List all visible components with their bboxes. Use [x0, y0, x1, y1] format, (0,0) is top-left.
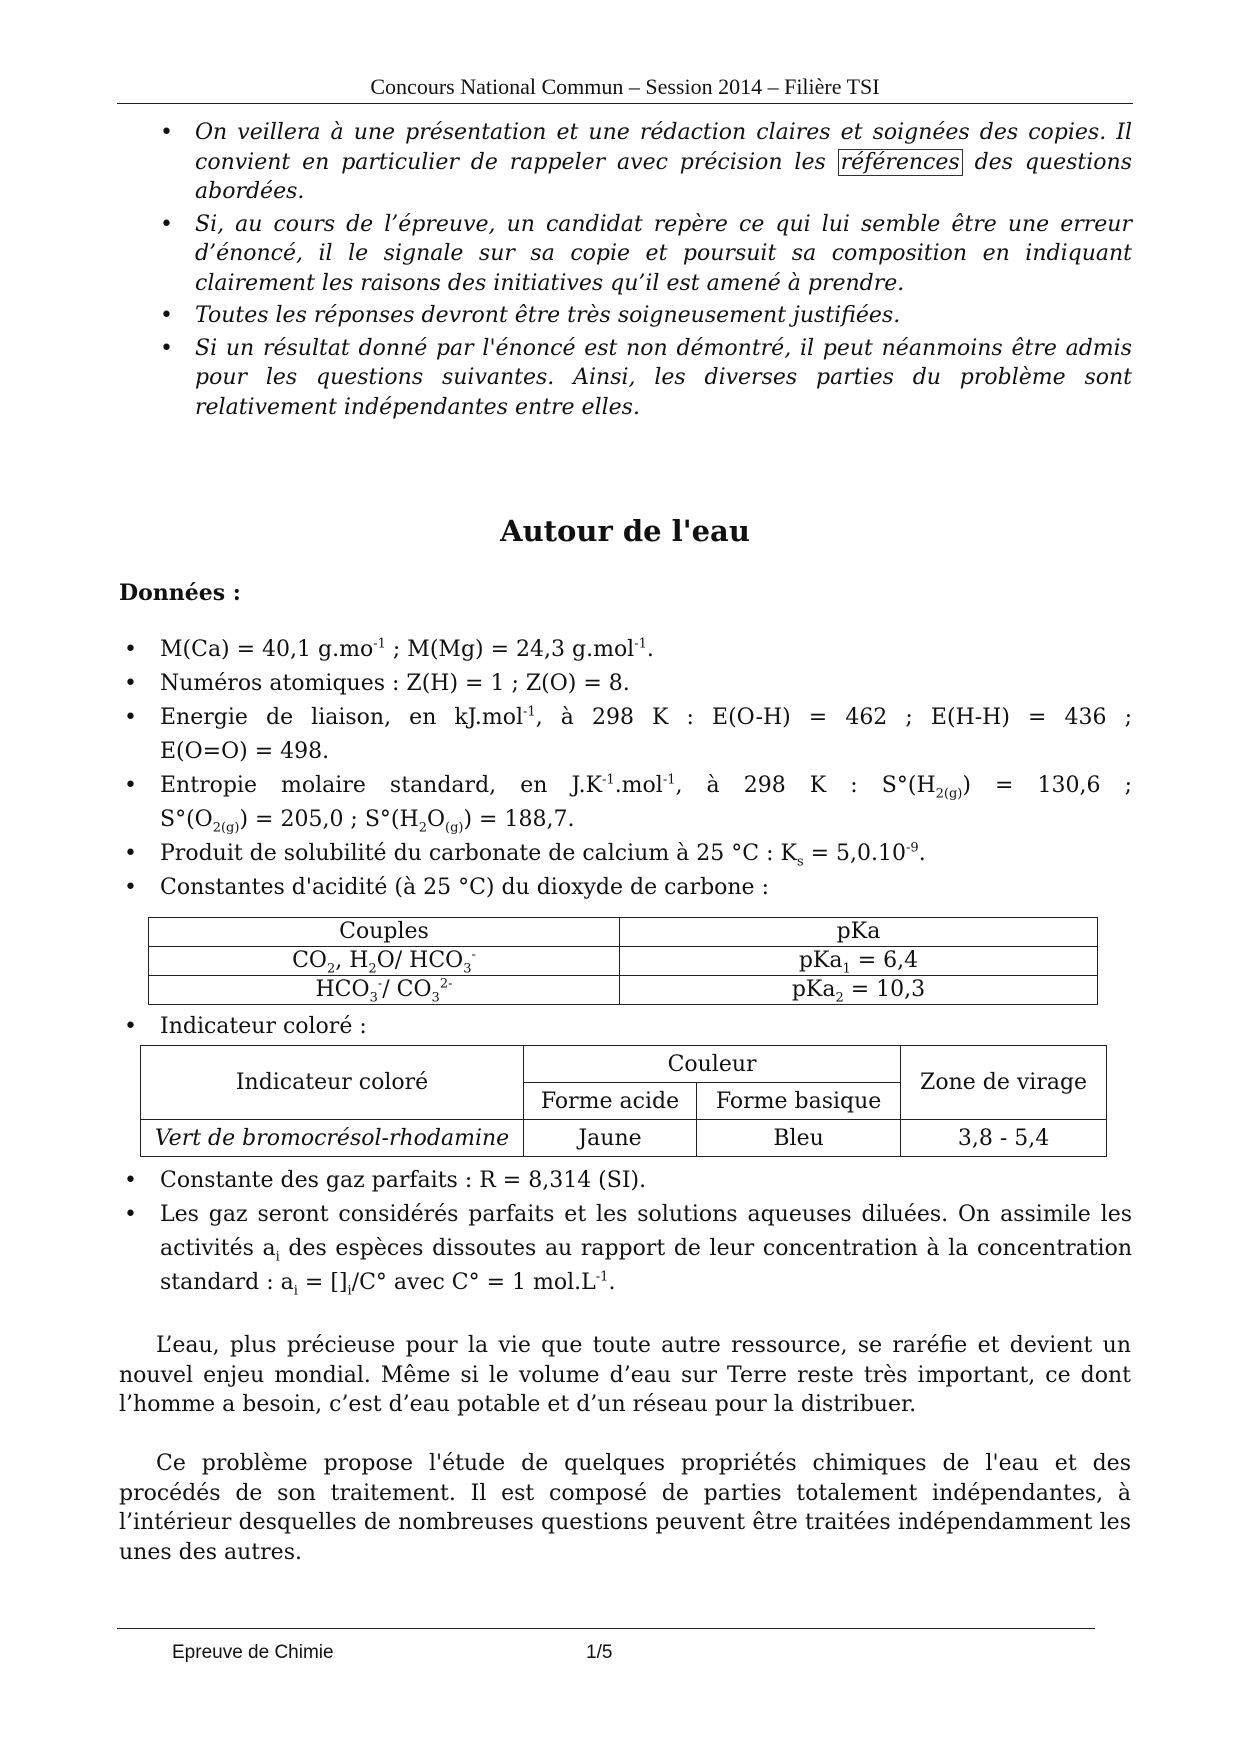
data-item-gaz: • Constante des gaz parfaits : R = 8,314 (SI). — [120, 1164, 1132, 1198]
table-header-basique: Forme basique — [697, 1083, 901, 1120]
table-cell-basique: Bleu — [697, 1120, 901, 1157]
instruction-text: des questions abordées. — [195, 149, 1132, 204]
instruction-item — [160, 118, 1132, 207]
table-row — [141, 1046, 1107, 1083]
intro-paragraph: L’eau, plus précieuse pour la vie que toute autre ressource, se raréfie et devient un nouvel enjeu mondial. Même si le volume d’eau sur Terre reste très important, ce dont l’homme a besoin, c’est d’eau potable et d’un réseau pour la distribuer. — [119, 1333, 1131, 1417]
instruction-text: On veillera à une présentation et une rédaction claires et soignées des copies. Il convient en particulier de rappeler avec précision les — [195, 120, 1132, 175]
indicator-table — [140, 1045, 1107, 1157]
table-cell-zone: 3,8 - 5,4 — [901, 1120, 1107, 1157]
data-item-masses: • M(Ca) = 40,1 $g.mo^{-1}$ ; M(Mg) = 24,3 g.mol$^{-1}$. — [120, 633, 1132, 667]
instruction-item: • Si un résultat donné par l'énoncé est non démontré, il peut néanmoins être admis pour les questions suivantes. Ainsi, les diverses parties du problème sont relativement indépendantes entre elles. — [160, 334, 1132, 423]
data-list-indicator — [120, 1010, 1132, 1044]
footer-divider — [117, 1628, 1095, 1629]
data-item-atomic: • Numéros atomiques : Z(H) = 1 ; Z(O) = 8. — [120, 667, 1132, 701]
document-title: Autour de l'eau — [500, 514, 750, 548]
table-header-zone: Zone de virage — [901, 1046, 1107, 1120]
page-number: 1/5 — [586, 1642, 613, 1663]
table-header-pka: pKa — [620, 918, 1098, 947]
data-item-activites: • Les gaz seront considérés parfaits et les solutions aqueuses diluées. On assimile les activités $a_i$ des espèces dissoutes au rapport de leur concentration à la concentration standard : $a_i = []_i/C^\circ$ avec C° = 1 $mol.L^{-1}$. — [120, 1198, 1132, 1300]
data-list-bottom — [120, 1164, 1132, 1300]
table-header-couleur: Couleur — [524, 1046, 901, 1083]
table-header-indicateur: Indicateur coloré — [141, 1046, 524, 1120]
data-item-entropie: • Entropie molaire standard, en $J.K^{-1}.mol^{-1}$, à 298 K : $S^\circ(H_{2(g)}) = 130,6$ ; $S^\circ(O_{2(g)}) = 205,0$ ; $S^\circ(H_2O_{(g)}) = 188,7$. — [120, 769, 1132, 837]
pka-table — [148, 917, 1098, 1005]
table-cell-acide: Jaune — [524, 1120, 697, 1157]
problem-paragraph: Ce problème propose l'étude de quelques propriétés chimiques de l'eau et des procédés de son traitement. Il est composé de parties totalement indépendantes, à l’intérieur desquelles de nombreuses questions peuvent être traitées indépendamment les unes des autres. — [119, 1451, 1131, 1565]
table-header-acide: Forme acide — [524, 1083, 697, 1120]
table-cell-couple: $HCO_3^-/$ $CO_3^{2-}$ — [149, 976, 620, 1005]
donnees-heading: Données : — [119, 580, 241, 606]
table-cell-indicator-name: Vert de bromocrésol-rhodamine — [141, 1120, 524, 1157]
instruction-item: • Toutes les réponses devront être très soigneusement justifiées. — [160, 301, 1132, 331]
data-item-acidite: • Constantes d'acidité (à 25 °C) du dioxyde de carbone : — [120, 871, 1132, 905]
table-header-couples: Couples — [149, 918, 620, 947]
instruction-item: • Si, au cours de l’épreuve, un candidat repère ce qui lui semble être une erreur d’énoncé, il le signale sur sa copie et poursuit sa composition en indiquant clairement les raisons des initiatives qu’il est amené à prendre. — [160, 210, 1132, 299]
page-header: Concours National Commun – Session 2014 – Filière TSI — [370, 74, 880, 99]
instructions-list — [160, 118, 1132, 425]
data-list-top — [120, 633, 1132, 905]
boxed-word: références — [838, 149, 963, 176]
table-row — [141, 1120, 1107, 1157]
table-cell-couple: $CO_2$, $H_2O/$ $HCO_3^-$ — [149, 947, 620, 976]
footer-exam-name: Epreuve de Chimie — [172, 1642, 334, 1663]
table-cell-pka: pKa$_1$ = 6,4 — [620, 947, 1098, 976]
data-item-indicateur: • Indicateur coloré : — [120, 1010, 1132, 1044]
table-row — [149, 918, 1098, 947]
data-item-solubilite: • Produit de solubilité du carbonate de calcium à 25 °C : $K_s = 5,0.10^{-9}$. — [120, 837, 1132, 871]
data-item-energie: • Energie de liaison, en kJ.mol$^{-1}$, à 298 K : E(O-H) = 462 ; E(H-H) = 436 ; E(O=O) = 498. — [120, 701, 1132, 769]
header-divider — [117, 103, 1133, 104]
table-cell-pka: pKa$_2$ = 10,3 — [620, 976, 1098, 1005]
table-row — [149, 947, 1098, 976]
table-row — [149, 976, 1098, 1005]
